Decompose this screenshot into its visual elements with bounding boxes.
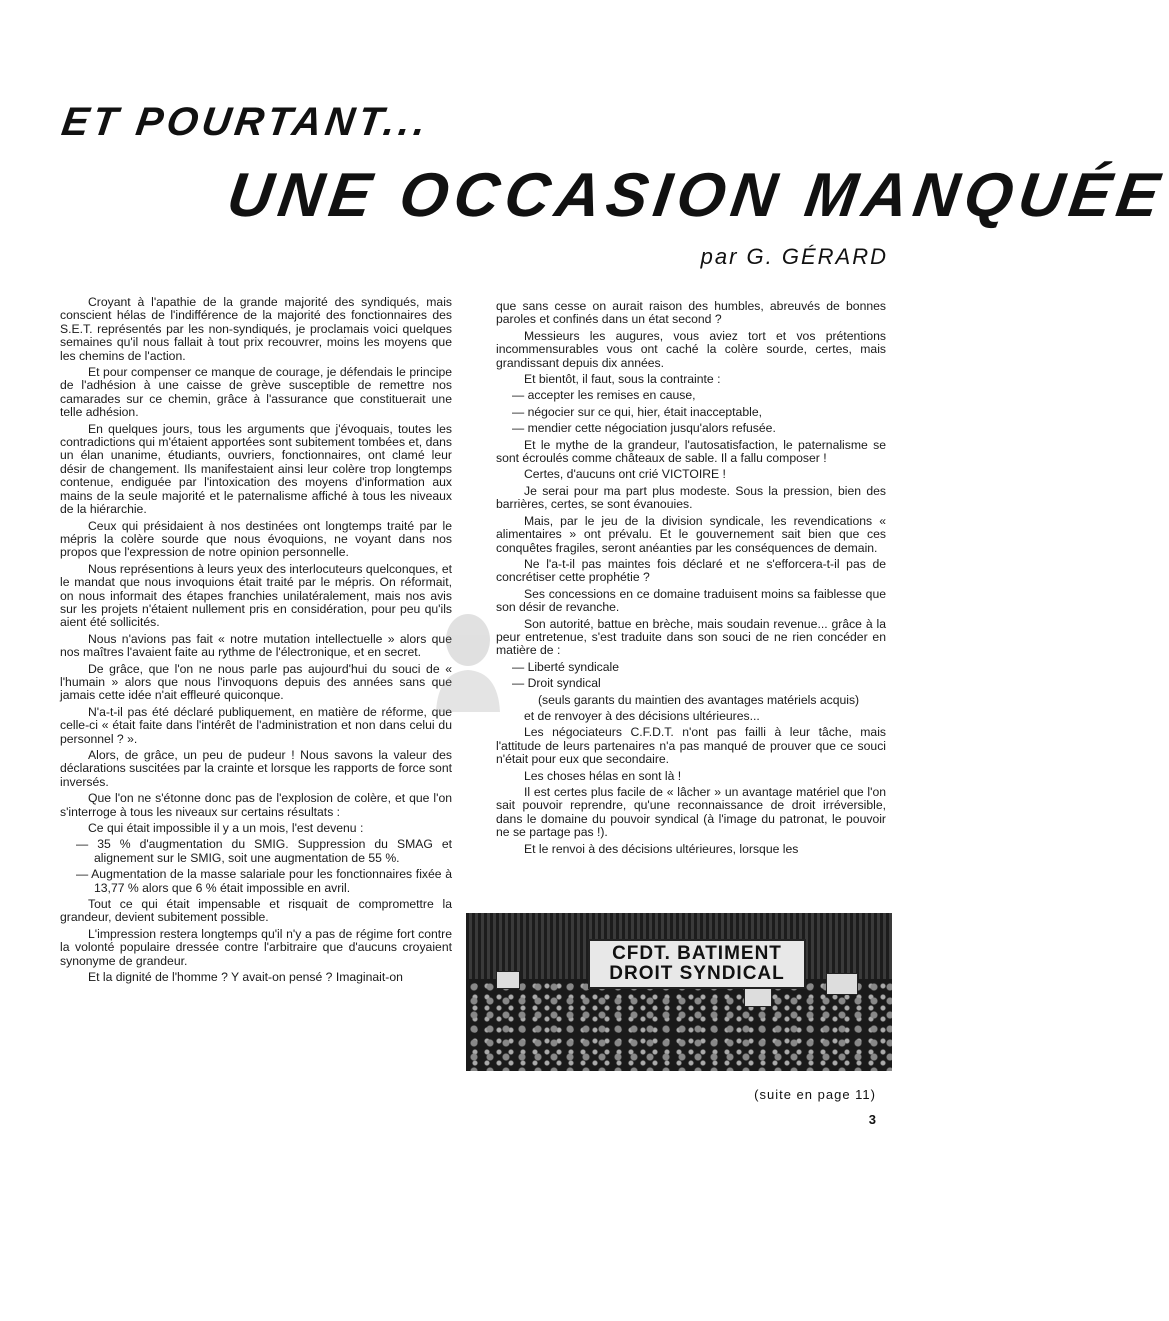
paragraph: Et pour compenser ce manque de courage, je défendais le principe de l'adhésion à une caisse de grève susceptible de remettre nos camarades sur ce chemin, grâce à l'assurance que constituerait une telle adhésion. <box>60 365 452 420</box>
paragraph: N'a-t-il pas été déclaré publiquement, en matière de réforme, que celle-ci « était faite dans l'intérêt de l'administration et non dans celui du personnel ? ». <box>60 704 452 746</box>
list-item: — accepter les remises en cause, <box>512 388 696 403</box>
paragraph: Que l'on ne s'étonne donc pas de l'explosion de colère, et que l'on s'interroge à tous les niveaux sur certains résultats : <box>60 791 452 819</box>
paragraph: Les négociateurs C.F.D.T. n'ont pas failli à leur tâche, mais l'attitude de leurs partenaires n'a pas manqué de prouver que ce souci n'était pour eux que secondaire. <box>496 725 886 767</box>
continued-note: (suite en page 11) <box>754 1087 876 1102</box>
paragraph: et de renvoyer à des décisions ultérieures... <box>524 708 760 723</box>
paragraph: Ce qui était impossible il y a un mois, l'est devenu : <box>88 821 364 836</box>
paragraph: Certes, d'aucuns ont crié VICTOIRE ! <box>524 467 726 482</box>
list-item: — 35 % d'augmentation du SMIG. Suppression du SMAG et alignement sur le SMIG, soit une augmentation de 55 %. <box>76 837 452 865</box>
paragraph: Il est certes plus facile de « lâcher » un avantage matériel que l'on sait pouvoir reprendre, qu'une reconnaissance de droit irréversible, dans le domaine du pouvoir syndical (à l'image du patronat, le pouvoir ne se partage pas !). <box>496 785 886 840</box>
paragraph: Messieurs les augures, vous aviez tort et vos prétentions incommensurables vous ont caché la colère sourde, certes, mais grandissant depuis dix années. <box>496 328 886 370</box>
banner-line-1: CFDT. BATIMENT <box>612 943 782 964</box>
paragraph: Nous n'avions pas fait « notre mutation intellectuelle » alors que nos maîtres l'avaient faite au rythme de l'électronique, et en secret. <box>60 631 452 660</box>
paragraph: que sans cesse on aurait raison des humbles, abreuvés de bonnes paroles et confinés dans un état second ? <box>496 299 886 327</box>
paragraph: Je serai pour ma part plus modeste. Sous la pression, bien des barrières, certes, se sont évanouies. <box>496 483 886 512</box>
paragraph: L'impression restera longtemps qu'il n'y a pas de régime fort contre la volonté populaire dressée contre l'arbitraire que d'aucuns croyaient synonyme de grandeur. <box>60 926 452 968</box>
placard <box>826 973 858 995</box>
paragraph: Et la dignité de l'homme ? Y avait-on pensé ? Imaginait-on <box>88 970 403 985</box>
paragraph: De grâce, que l'on ne nous parle pas aujourd'hui du souci de « l'humain » alors que nous l'invoquons depuis des années sans que jamais cette idée n'ait effleuré quiconque. <box>60 661 452 703</box>
paragraph: Alors, de grâce, un peu de pudeur ! Nous savons la valeur des déclarations suscitées par la crainte et lorsque les rapports de force sont inversés. <box>60 748 452 789</box>
list-item: — mendier cette négociation jusqu'alors refusée. <box>512 421 776 436</box>
paragraph: Croyant à l'apathie de la grande majorité des syndiqués, mais conscient hélas de l'indifférence de la majorité des fonctionnaires des S.E.T. représentés par les non-syndiqués, je proclamais voici quelques semaines qu'il nous fallait à tout prix recouvrer, moins les moyens que les chemins de l'action. <box>60 295 452 363</box>
banner-line-2: DROIT SYNDICAL <box>609 963 785 984</box>
list-item-note: (seuls garants du maintien des avantages matériels acquis) <box>538 692 860 707</box>
paragraph: Les choses hélas en sont là ! <box>524 768 682 783</box>
paragraph: En quelques jours, tous les arguments que j'évoquais, toutes les contradictions qui m'étaient apportées sont subitement tombées et, dans un élan unanime, étudiants, ouvriers, fonctionnaires, ont clamé leur désir de changement. Ils manifestaient ainsi leur colère trop longtemps contenue, endiguée par l'intoxication des moyens d'information aux mains de la seule majorité et le paternalisme affiché à tous les niveaux de la hiérarchie. <box>60 421 452 517</box>
title-line-2: UNE OCCASION MANQUÉE <box>223 161 1169 230</box>
list-item: — négocier sur ce qui, hier, était inacceptable, <box>512 404 762 419</box>
paragraph: Et le renvoi à des décisions ultérieures, lorsque les <box>524 841 799 856</box>
paragraph: Tout ce qui était impensable et risquait de compromettre la grandeur, devient subitement possible. <box>60 897 452 925</box>
left-column <box>60 296 452 988</box>
photo-banner <box>588 939 806 989</box>
placard <box>496 971 520 989</box>
protest-photo <box>466 913 892 1071</box>
paragraph: Mais, par le jeu de la division syndicale, les revendications « alimentaires » ont prévalu. Et le gouvernement sait bien que ces conquêtes fragiles, seront anéanties par les conséquences de demain. <box>496 513 886 555</box>
paragraph: Ses concessions en ce domaine traduisent moins sa faiblesse que son désir de revanche. <box>496 586 886 615</box>
page-number: 3 <box>868 1112 876 1127</box>
placard <box>744 987 772 1007</box>
paragraph: Ne l'a-t-il pas maintes fois déclaré et ne s'efforcera-t-il pas de concrétiser cette prophétie ? <box>496 556 886 585</box>
paragraph: Son autorité, battue en brèche, mais soudain revenue... grâce à la peur entretenue, s'est traduite dans son souci de ne rien concéder en matière de : <box>496 616 886 658</box>
right-column <box>496 300 886 859</box>
watermark-portrait <box>428 602 508 712</box>
paragraph: Nous représentions à leurs yeux des interlocuteurs quelconques, et le mandat que nous invoquions était traité par le mépris. On réformait, on nous informait des étapes franchies unilatéralement, mais nos avis sur les projets n'étaient nullement pris en considération, pour peu qu'ils aient été sollicités. <box>60 561 452 630</box>
paragraph: Ceux qui présidaient à nos destinées ont longtemps traité par le mépris la colère sourde que nous évoquions, ne voyant dans nos propos que l'expression de notre opinion personnelle. <box>60 518 452 560</box>
byline: par G. GÉRARD <box>700 244 888 269</box>
title-line-1: ET POURTANT... <box>58 100 433 144</box>
list-item: — Droit syndical <box>512 676 601 691</box>
paragraph: Et bientôt, il faut, sous la contrainte : <box>524 372 721 387</box>
list-item: — Augmentation de la masse salariale pour les fonctionnaires fixée à 13,77 % alors que 6 % était impossible en avril. <box>76 867 452 895</box>
list-item: — Liberté syndicale <box>512 659 620 674</box>
paragraph: Et le mythe de la grandeur, l'autosatisfaction, le paternalisme se sont écroulés comme châteaux de sable. Il a fallu composer ! <box>496 437 886 466</box>
